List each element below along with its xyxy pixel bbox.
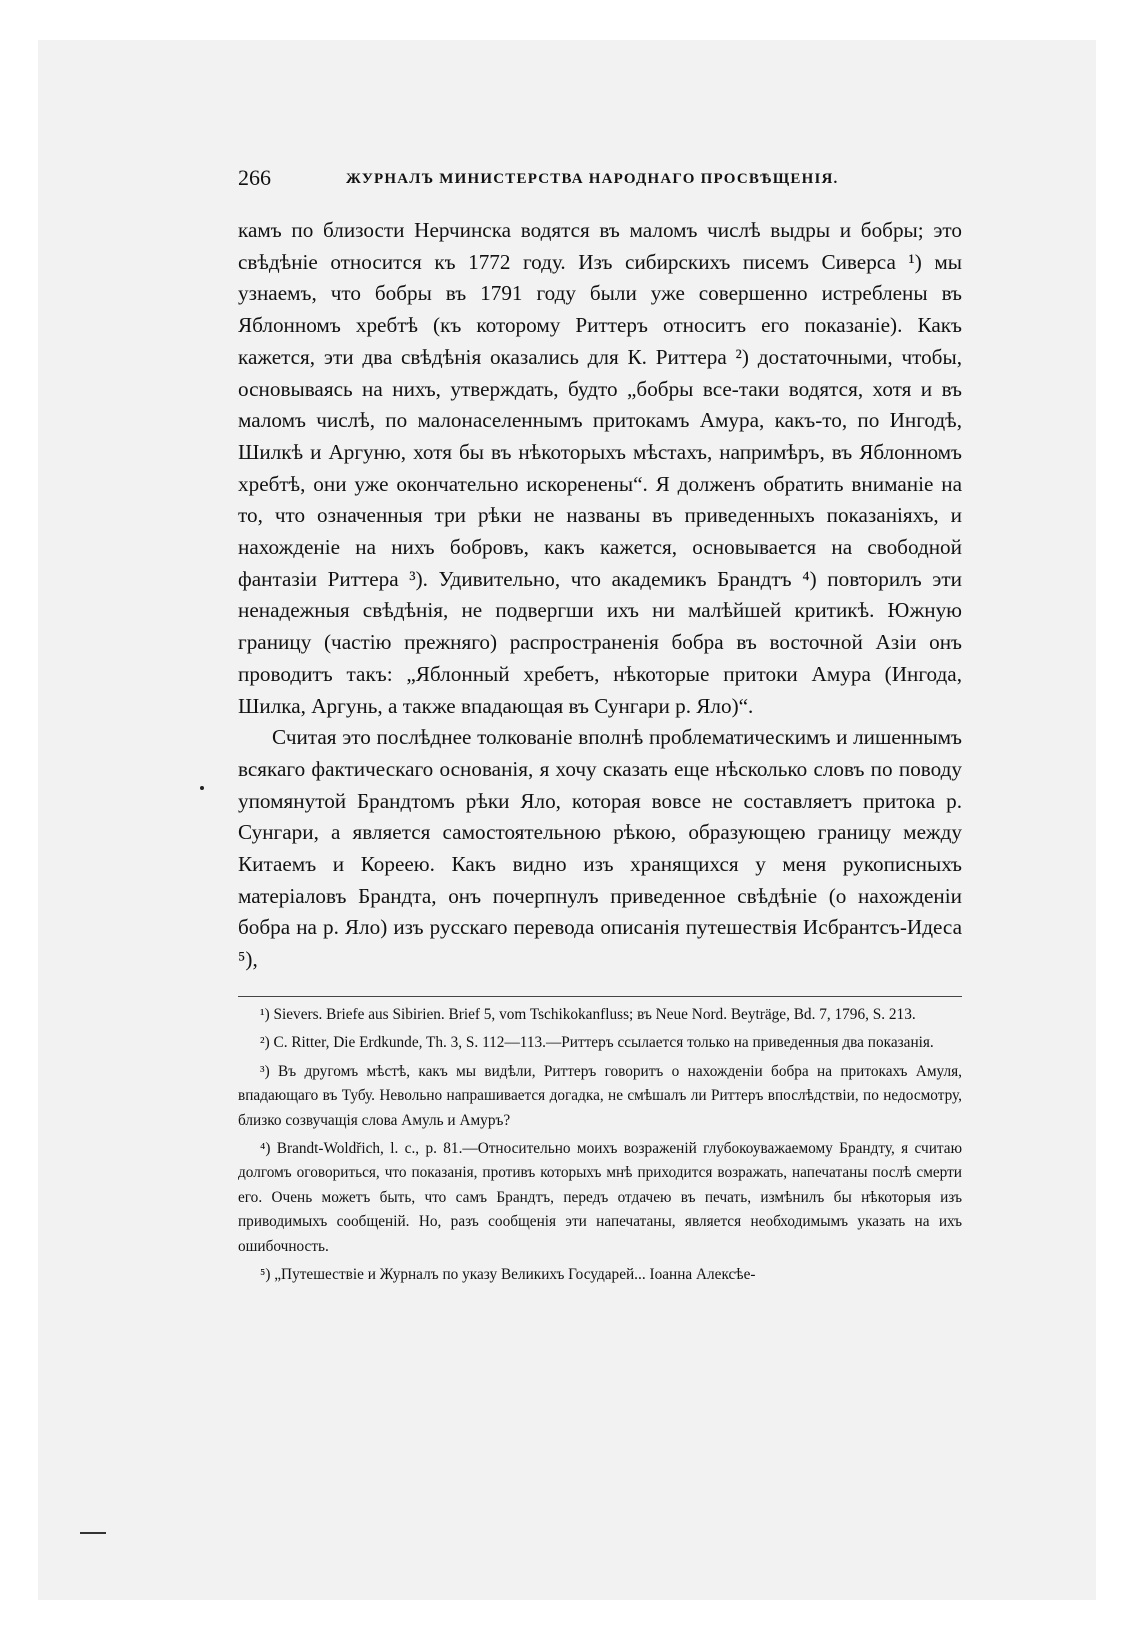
footnote-3: ³) Въ другомъ мѣстѣ, какъ мы видѣли, Риттеръ говоритъ о нахожденіи бобра на притокахъ Амуля, впадающаго въ Тубу. Невольно напрашивается догадка, не смѣшалъ ли Риттеръ впослѣдствіи, по недосмотру, близко созвучащія слова Амуль и Амуръ? [238, 1062, 962, 1129]
bottom-margin-mark [80, 1532, 106, 1534]
footnote-separator [238, 996, 962, 997]
paragraph: камъ по близости Нерчинска водятся въ маломъ числѣ выдры и бобры; это свѣдѣніе относится къ 1772 году. Изъ сибирскихъ писемъ Сиверса ¹) мы узнаемъ, что бобры въ 1791 году были уже совершенно истреблены въ Яблонномъ хребтѣ (къ которому Риттеръ относитъ его показаніе). Какъ кажется, эти два свѣдѣнія оказались для К. Риттера ²) достаточными, чтобы, основываясь на нихъ, утверждать, будто „бобры все-таки водятся, хотя и въ маломъ числѣ, по малонаселеннымъ притокамъ Амура, какъ-то, по Ингодѣ, Шилкѣ и Аргуню, хотя бы въ нѣкоторыхъ мѣстахъ, напримѣръ, въ Яблонномъ хребтѣ, они уже окончательно искоренены“. Я долженъ обратить вниманіе на то, что означенныя три рѣки не названы въ приведенныхъ показаніяхъ, и нахожденіе на нихъ бобровъ, какъ кажется, основывается на свободной фантазіи Риттера ³). Удивительно, что академикъ Брандтъ ⁴) повторилъ эти ненадежныя свѣдѣнія, не подвергши ихъ ни малѣйшей критикѣ. Южную границу (частію прежняго) распространенія бобра въ восточной Азіи онъ проводитъ такъ: „Яблонный хребетъ, нѣкоторые притоки Амура (Ингода, Шилка, Аргунь, а также впадающая въ Сунгари р. Яло)“. [238, 218, 962, 718]
paragraph: Считая это послѣднее толкованіе вполнѣ проблематическимъ и лишеннымъ всякаго фактическаго основанія, я хочу сказать еще нѣсколько словъ по поводу упомянутой Брандтомъ рѣки Яло, которая вовсе не составляетъ притока р. Сунгари, а является самостоятельною рѣкою, образующею границу между Китаемъ и Кореею. Какъ видно изъ хранящихся у меня рукописныхъ матеріаловъ Брандта, онъ почерпнулъ приведенное свѣдѣніе (о нахожденіи бобра на р. Яло) изъ русскаго перевода описанія путешествія Исбрантсъ-Идеса ⁵), [238, 725, 962, 972]
document-page [238, 165, 962, 1287]
margin-mark [200, 786, 204, 790]
body-text [238, 215, 962, 976]
running-title: ЖУРНАЛЪ МИНИСТЕРСТВА НАРОДНАГО ПРОСВѢЩЕНІЯ. [346, 171, 839, 187]
footnotes [238, 1003, 962, 1287]
footnote-5: ⁵) „Путешествіе и Журналъ по указу Великихъ Государей... Іоанна Алексѣе- [260, 1265, 756, 1283]
page-number: 266 [238, 165, 271, 190]
footnote-2: ²) C. Ritter, Die Erdkunde, Th. 3, S. 112—113.—Риттеръ ссылается только на приведенныя два показанія. [260, 1034, 934, 1052]
footnote-1: ¹) Sievers. Briefe aus Sibirien. Brief 5, vom Tschikokanfluss; въ Neue Nord. Beyträge, Bd. 7, 1796, S. 213. [260, 1005, 916, 1023]
footnote-4: ⁴) Brandt-Woldřich, l. c., p. 81.—Относительно моихъ возраженій глубокоуважаемому Брандту, я считаю долгомъ оговориться, что показанія, противъ которыхъ мнѣ приходится возражать, напечатаны послѣ смерти его. Очень можетъ быть, что самъ Брандтъ, передъ отдачею въ печать, измѣнилъ бы нѣкоторыя изъ приводимыхъ сообщеній. Но, разъ сообщенія эти напечатаны, является необходимымъ указать на ихъ ошибочность. [238, 1139, 962, 1255]
page-header [238, 165, 962, 195]
